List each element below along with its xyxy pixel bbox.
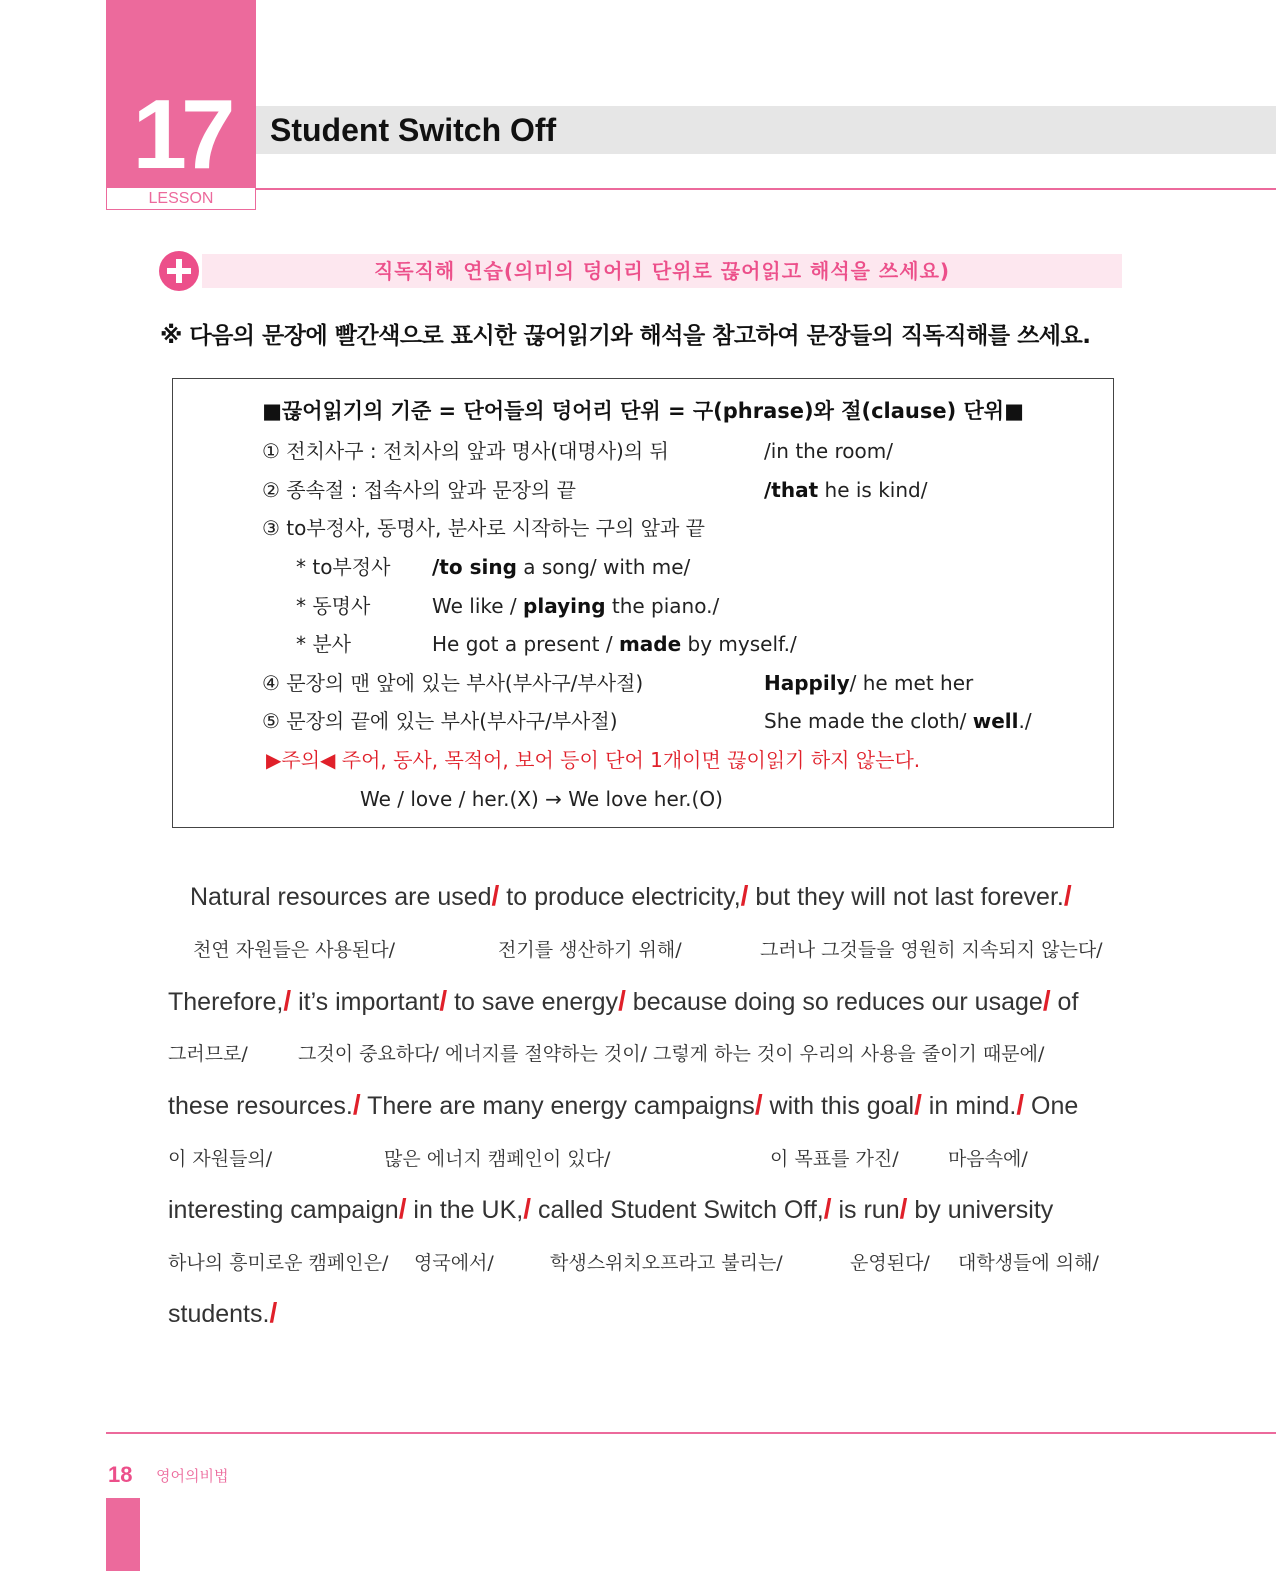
plus-icon — [159, 251, 199, 291]
translation-chunk: 마음속에/ — [948, 1148, 1028, 1170]
rule-1-label: ① 전치사구 : 전치사의 앞과 명사(대명사)의 뒤 — [262, 439, 669, 463]
translation-chunk: 천연 자원들은 사용된다/ — [193, 939, 396, 961]
rule-1-example: /in the room/ — [764, 439, 893, 463]
rule-2-label: ② 종속절 : 접속사의 앞과 문장의 끝 — [262, 478, 576, 502]
rule-4-label: ④ 문장의 맨 앞에 있는 부사(부사구/부사절) — [262, 671, 644, 695]
rule-5-example: She made the cloth/ well./ — [764, 709, 1032, 733]
rule-3c-label: * 분사 — [296, 632, 351, 656]
translation-chunk: 전기를 생산하기 위해/ — [498, 939, 682, 961]
passage-line: Natural resources are used/ to produce electricity,/ but they will not last forever./ — [190, 880, 1072, 911]
rule-3b-example: We like / playing the piano./ — [432, 594, 720, 618]
passage-line: interesting campaign/ in the UK,/ called Student Switch Off,/ is run/ by university — [168, 1193, 1054, 1224]
translation-chunk: 하나의 흥미로운 캠페인은/ — [168, 1252, 389, 1274]
translation-chunk: 이 목표를 가진/ — [770, 1148, 899, 1170]
rule-3c-example: He got a present / made by myself./ — [432, 632, 797, 656]
page-number: 18 — [108, 1462, 133, 1487]
translation-chunk: 운영된다/ — [850, 1252, 930, 1274]
translation-chunk: 그러나 그것들을 영원히 지속되지 않는다/ — [760, 939, 1103, 961]
translation-chunk: 그러므로/ — [168, 1043, 248, 1065]
lesson-number: 17 — [132, 79, 230, 189]
rule-3b-label: * 동명사 — [296, 594, 371, 618]
title-divider — [256, 188, 1276, 190]
rule-5-label: ⑤ 문장의 끝에 있는 부사(부사구/부사절) — [262, 709, 618, 733]
section-title: 직독직해 연습(의미의 덩어리 단위로 끊어읽고 해석을 쓰세요) — [373, 259, 951, 283]
translation-chunk: 학생스위치오프라고 불리는/ — [550, 1252, 783, 1274]
translation-chunk: 대학생들에 의해/ — [958, 1252, 1099, 1274]
translation-chunk: 많은 에너지 캠페인이 있다/ — [384, 1148, 611, 1170]
translation-chunk: 이 자원들의/ — [168, 1148, 273, 1170]
rules-heading: ■끊어읽기의 기준 = 단어들의 덩어리 단위 = 구(phrase)와 절(clause) 단위■ — [262, 399, 1024, 423]
passage-line: these resources./ There are many energy campaigns/ with this goal/ in mind./ One — [168, 1089, 1079, 1120]
footer-tab — [106, 1498, 140, 1571]
rule-3-label: ③ to부정사, 동명사, 분사로 시작하는 구의 앞과 끝 — [262, 516, 705, 540]
page-title: Student Switch Off — [270, 112, 557, 148]
passage-line: Therefore,/ it’s important/ to save energy/ because doing so reduces our usage/ of — [168, 985, 1079, 1016]
passage-line: students./ — [168, 1297, 278, 1328]
warning-note: ▶주의◀ 주어, 동사, 목적어, 보어 등이 단어 1개이면 끊이읽기 하지 않는다. — [266, 748, 921, 772]
book-title: 영어의비법 — [156, 1467, 229, 1485]
translation-chunk: 그것이 중요하다/ 에너지를 절약하는 것이/ 그렇게 하는 것이 우리의 사용을 줄이기 때문에/ — [298, 1043, 1045, 1065]
rule-4-example: Happily/ he met her — [764, 671, 974, 695]
translation-chunk: 영국에서/ — [414, 1252, 494, 1274]
rule-2-example: /that he is kind/ — [764, 478, 928, 502]
lesson-label: LESSON — [106, 188, 256, 210]
footer-divider — [106, 1432, 1276, 1434]
rule-3a-label: * to부정사 — [296, 555, 391, 579]
instruction-text: ※ 다음의 문장에 빨간색으로 표시한 끊어읽기와 해석을 참고하여 문장들의 직독직해를 쓰세요. — [160, 323, 1091, 349]
warning-example: We / love / her.(X) → We love her.(O) — [360, 787, 723, 811]
rule-3a-example: /to sing a song/ with me/ — [432, 555, 691, 579]
